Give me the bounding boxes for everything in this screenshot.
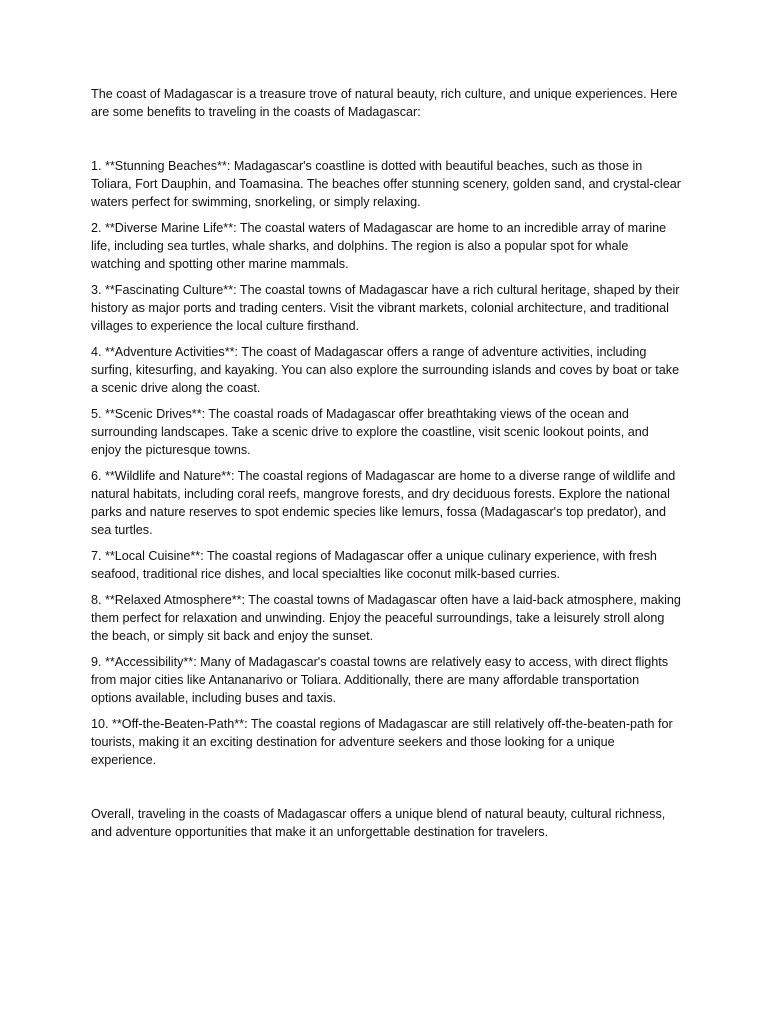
list-item: 6. **Wildlife and Nature**: The coastal regions of Madagascar are home to a diverse range of wildlife and natural habitats, including coral reefs, mangrove forests, and dry deciduous forests. Explore the national parks and nature reserves to spot endemic species like lemurs, fossa (Madagascar's top predator), and sea turtles. [91,469,676,537]
list-item: 7. **Local Cuisine**: The coastal regions of Madagascar offer a unique culinary experience, with fresh seafood, traditional rice dishes, and local specialties like coconut milk-based curries. [91,549,657,581]
intro-paragraph: The coast of Madagascar is a treasure trove of natural beauty, rich culture, and unique experiences. Here are some benefits to traveling in the coasts of Madagascar: [91,87,678,119]
benefits-list [91,157,681,769]
list-item: 8. **Relaxed Atmosphere**: The coastal towns of Madagascar often have a laid-back atmosphere, making them perfect for relaxation and unwinding. Enjoy the peaceful surroundings, take a leisurely stroll along the beach, or simply sit back and enjoy the sunset. [91,593,681,643]
list-item: 4. **Adventure Activities**: The coast of Madagascar offers a range of adventure activities, including surfing, kitesurfing, and kayaking. You can also explore the surrounding islands and coves by boat or take a scenic drive along the coast. [91,345,680,395]
document-body [91,85,681,841]
list-item: 10. **Off-the-Beaten-Path**: The coastal regions of Madagascar are still relatively off-the-beaten-path for tourists, making it an exciting destination for adventure seekers and those looking for a unique experience. [91,717,673,767]
conclusion-paragraph: Overall, traveling in the coasts of Madagascar offers a unique blend of natural beauty, cultural richness, and adventure opportunities that make it an unforgettable destination for travelers. [91,807,666,839]
list-item: 1. **Stunning Beaches**: Madagascar's coastline is dotted with beautiful beaches, such as those in Toliara, Fort Dauphin, and Toamasina. The beaches offer stunning scenery, golden sand, and crystal-clear waters perfect for swimming, snorkeling, or simply relaxing. [91,159,681,209]
list-item: 2. **Diverse Marine Life**: The coastal waters of Madagascar are home to an incredible array of marine life, including sea turtles, whale sharks, and dolphins. The region is also a popular spot for whale watching and spotting other marine mammals. [91,221,667,271]
list-item: 9. **Accessibility**: Many of Madagascar's coastal towns are relatively easy to access, with direct flights from major cities like Antananarivo or Toliara. Additionally, there are many affordable transportation options available, including buses and taxis. [91,655,669,705]
list-item: 5. **Scenic Drives**: The coastal roads of Madagascar offer breathtaking views of the ocean and surrounding landscapes. Take a scenic drive to explore the coastline, visit scenic lookout points, and enjoy the picturesque towns. [91,407,649,457]
list-item: 3. **Fascinating Culture**: The coastal towns of Madagascar have a rich cultural heritage, shaped by their history as major ports and trading centers. Visit the vibrant markets, colonial architecture, and traditional villages to experience the local culture firsthand. [91,283,680,333]
